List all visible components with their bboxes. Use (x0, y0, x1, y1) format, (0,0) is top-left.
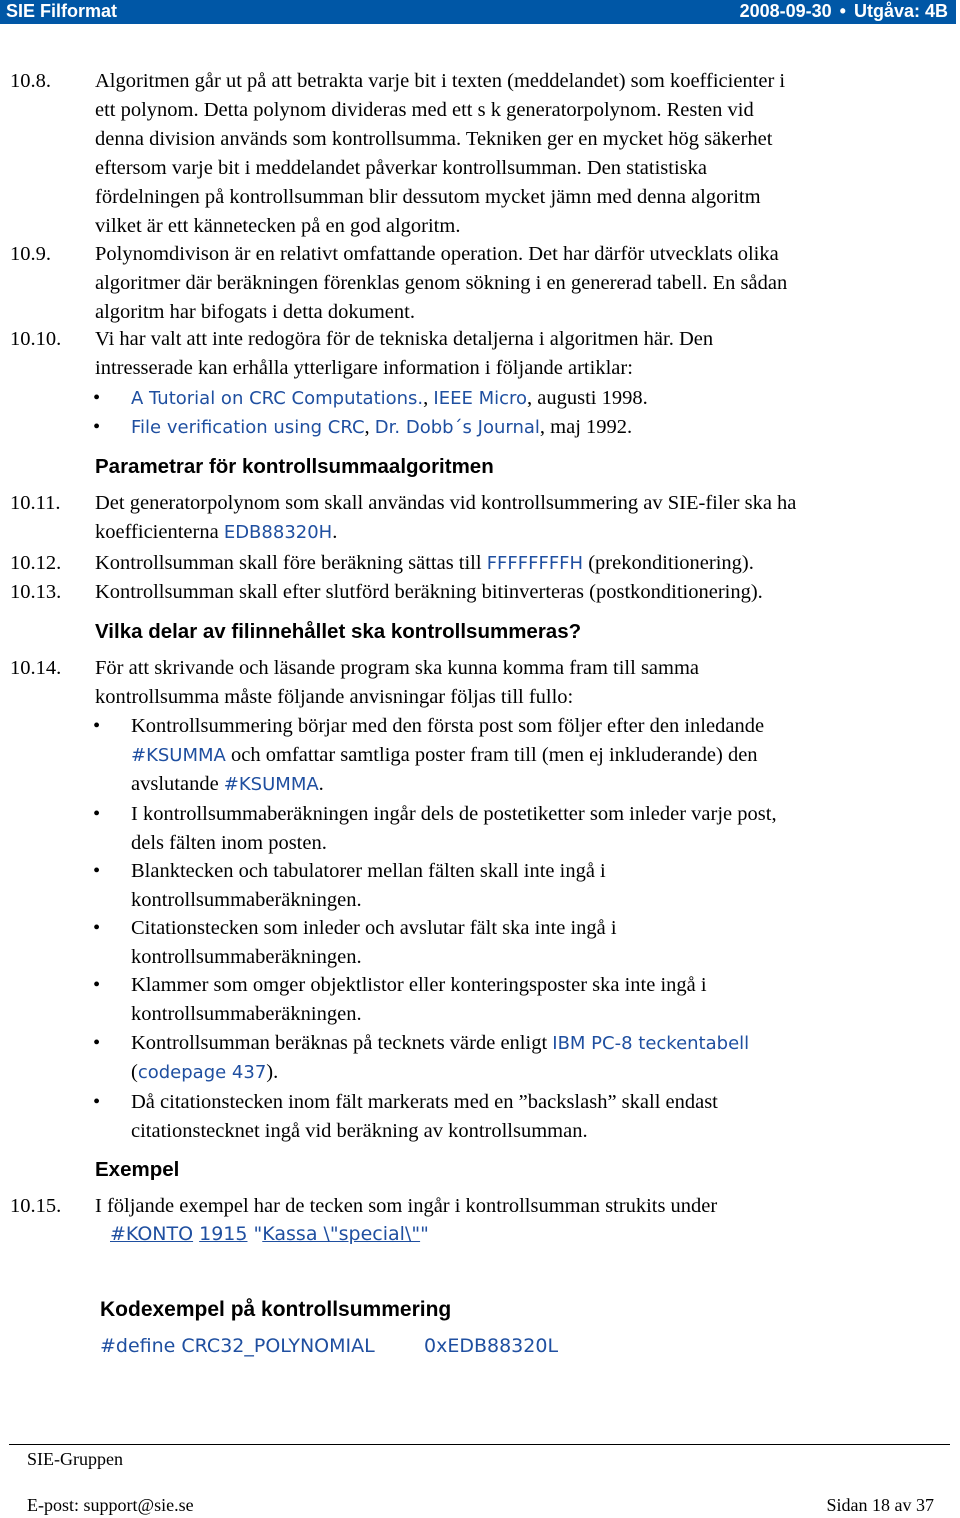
paragraph-10-15: I följande exempel har de tecken som ingår i kontrollsumman strukits under (95, 1195, 718, 1217)
text-line: Klammer som omger objektlistor eller konteringsposter ska inte ingå i (131, 974, 707, 996)
paragraph-10-13: Kontrollsumman skall efter slutförd beräkning bitinverteras (postkonditionering). (95, 581, 763, 603)
text-line: För att skrivande och läsande program ska kunna komma fram till samma (95, 657, 700, 679)
section-heading-parameters: Parametrar för kontrollsummaalgoritmen (95, 455, 494, 478)
section-heading-parts: Vilka delar av filinnehållet ska kontrollsummeras? (95, 620, 582, 643)
header-date: 2008-09-30 (739, 1, 832, 21)
rule-item (131, 857, 931, 915)
bullet-marker: • (93, 416, 101, 438)
ksumma-keyword: #KSUMMA (131, 745, 226, 766)
paragraph-10-8 (95, 67, 945, 241)
section-number: 10.9. (10, 243, 51, 265)
rule-item (131, 800, 931, 858)
text-fragment: avslutande (131, 773, 224, 795)
reference-source-link[interactable]: IEEE Micro (433, 388, 528, 409)
rule-item (131, 712, 931, 799)
text-line (131, 1058, 931, 1087)
text-line: vilket är ett kännetecken på en god algoritm. (95, 215, 461, 237)
text-line (131, 1029, 931, 1058)
rule-item (131, 971, 931, 1029)
code-value: 0xEDB88320L (424, 1335, 559, 1357)
checksum-example-line (110, 1223, 429, 1245)
paragraph-10-9 (95, 240, 945, 327)
footer-page-number: Sidan 18 av 37 (826, 1495, 934, 1515)
footer-organization: SIE-Gruppen (27, 1449, 123, 1469)
reference-title-link[interactable]: A Tutorial on CRC Computations. (131, 388, 424, 409)
document-header (0, 0, 956, 24)
text-fragment: koefficienterna (95, 521, 224, 543)
text-line: kontrollsummaberäkningen. (131, 889, 362, 911)
text-line: denna division används som kontrollsumma. Tekniken ger en mycket hög säkerhet (95, 128, 773, 150)
text-fragment: " (420, 1223, 429, 1245)
paragraph-10-14 (95, 654, 945, 712)
bullet-marker: • (93, 1091, 101, 1113)
paragraph-10-12 (95, 549, 945, 578)
text-line: kontrollsummaberäkningen. (131, 1003, 362, 1025)
header-edition: Utgåva: 4B (853, 1, 948, 21)
footer-email: E-post: support@sie.se (27, 1495, 194, 1515)
section-number: 10.11. (10, 492, 61, 514)
text-line: algoritmer där beräkningen förenklas genom sökning i en genererad tabell. En sådan (95, 272, 788, 294)
underlined-token: #KONTO (110, 1223, 194, 1245)
text-line: dels fälten inom posten. (131, 832, 327, 854)
text-line: Citationstecken som inleder och avslutar fält ska inte ingå i (131, 917, 617, 939)
text-line: intresserade kan erhålla ytterligare information i följande artiklar: (95, 357, 633, 379)
text-fragment: och omfattar samtliga poster fram till (men ej inkluderande) den (225, 744, 758, 766)
text-fragment: (prekonditionering). (583, 552, 754, 574)
reference-date: , augusti 1998. (527, 387, 648, 409)
text-line: kontrollsummaberäkningen. (131, 946, 362, 968)
bullet-marker: • (93, 715, 101, 737)
text-line (95, 518, 945, 547)
bullet-marker: • (93, 1032, 101, 1054)
paragraph-10-10 (95, 325, 945, 383)
text-line: Kontrollsummering börjar med den första post som följer efter den inledande (131, 715, 765, 737)
text-fragment: Kontrollsumman beräknas på tecknets värde enligt (131, 1032, 553, 1054)
section-number: 10.8. (10, 70, 51, 92)
reference-source-link[interactable]: Dr. Dobb´s Journal (374, 417, 540, 438)
text-fragment: . (318, 773, 324, 795)
text-line: algoritm har bifogats i detta dokument. (95, 301, 415, 323)
section-heading-code-example: Kodexempel på kontrollsummering (100, 1298, 452, 1321)
separator: , (364, 416, 375, 438)
rule-item (131, 1029, 931, 1087)
bullet-marker: • (93, 917, 101, 939)
charset-reference: IBM PC-8 teckentabell (552, 1033, 750, 1054)
reference-item-1 (131, 384, 931, 413)
text-fragment: " (247, 1223, 263, 1245)
polynomial-value: EDB88320H (223, 522, 333, 543)
paragraph-10-11 (95, 489, 945, 547)
reference-title-link[interactable]: File verification using CRC (131, 417, 365, 438)
underlined-token: 1915 (199, 1223, 248, 1245)
reference-item-2 (131, 413, 931, 442)
codepage-reference: codepage 437 (137, 1062, 267, 1083)
bullet-marker: • (93, 860, 101, 882)
reference-date: , maj 1992. (539, 416, 633, 438)
text-line (131, 770, 931, 799)
text-line: Polynomdivison är en relativt omfattande operation. Det har därför utvecklats olika (95, 243, 779, 265)
text-line: Då citationstecken inom fält markerats med en ”backslash” skall endast (131, 1091, 718, 1113)
section-number: 10.14. (10, 657, 62, 679)
text-line: Algoritmen går ut på att betrakta varje bit i texten (meddelandet) som koefficienter i (95, 70, 786, 92)
text-line: I kontrollsummaberäkningen ingår dels de postetiketter som inleder varje post, (131, 803, 777, 825)
text-line: fördelningen på kontrollsumman blir dessutom mycket jämn med denna algoritm (95, 186, 761, 208)
initial-value: FFFFFFFFH (486, 553, 584, 574)
ksumma-keyword: #KSUMMA (223, 774, 319, 795)
document-title: SIE Filformat (6, 1, 118, 21)
section-number: 10.15. (10, 1195, 62, 1217)
text-line: eftersom varje bit i meddelandet påverkar kontrollsumman. Den statistiska (95, 157, 707, 179)
text-fragment: ( (131, 1061, 138, 1083)
header-bullet: • (839, 1, 846, 21)
text-fragment: ). (266, 1061, 279, 1083)
text-line: ett polynom. Detta polynom divideras med ett s k generatorpolynom. Resten vid (95, 99, 754, 121)
rule-item (131, 914, 931, 972)
text-line: citationstecknet ingå vid beräkning av kontrollsumman. (131, 1120, 588, 1142)
bullet-marker: • (93, 387, 101, 409)
text-line: kontrollsumma måste följande anvisningar följas till fullo: (95, 686, 574, 708)
text-fragment: . (332, 521, 338, 543)
code-define: #define CRC32_POLYNOMIAL (100, 1335, 375, 1357)
underlined-token: Kassa \"special\" (262, 1223, 421, 1245)
section-number: 10.13. (10, 581, 62, 603)
separator: , (423, 387, 434, 409)
section-number: 10.10. (10, 328, 62, 350)
text-fragment: Kontrollsumman skall före beräkning sättas till (95, 552, 487, 574)
bullet-marker: • (93, 803, 101, 825)
section-number: 10.12. (10, 552, 62, 574)
header-meta (740, 1, 948, 22)
text-line: Vi har valt att inte redogöra för de tekniska detaljerna i algoritmen här. Den (95, 328, 714, 350)
text-line: Det generatorpolynom som skall användas vid kontrollsummering av SIE-filer ska ha (95, 492, 797, 514)
text-line (131, 741, 931, 770)
bullet-marker: • (93, 974, 101, 996)
footer-divider (9, 1444, 950, 1445)
rule-item (131, 1088, 931, 1146)
text-line: Blanktecken och tabulatorer mellan fälten skall inte ingå i (131, 860, 606, 882)
section-heading-example: Exempel (95, 1158, 180, 1181)
